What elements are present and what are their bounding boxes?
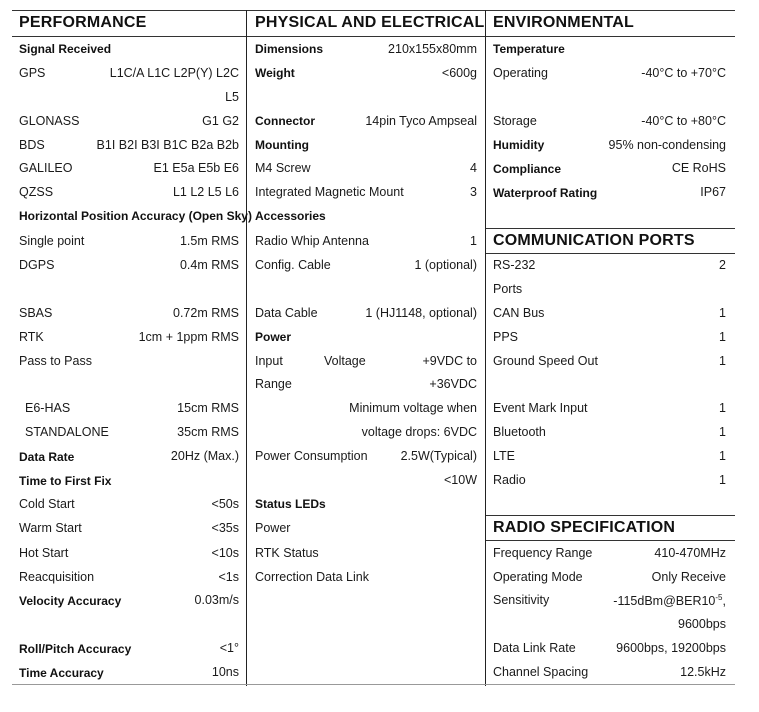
sensitivity-value-continued: 9600bps: [678, 617, 726, 631]
velocity-accuracy-value: 0.03m/s: [194, 593, 239, 607]
range-value: +36VDC: [429, 377, 477, 391]
bottom-rule: [12, 684, 735, 685]
humidity-value: 95% non-condensing: [608, 138, 726, 152]
signal-received-subheading: Signal Received: [19, 42, 112, 56]
power-subheading: Power: [255, 330, 292, 344]
dimensions-label: Dimensions: [255, 42, 324, 56]
dgps-value: 0.4m RMS: [179, 258, 239, 272]
weight-label: Weight: [255, 66, 295, 80]
whip-antenna-value: 1: [470, 234, 477, 248]
reacquisition-value: <1s: [218, 570, 239, 584]
warm-start-value: <35s: [211, 521, 239, 535]
standalone-label: STANDALONE: [25, 425, 109, 439]
glonass-value: G1 G2: [202, 114, 239, 128]
accessories-subheading: Accessories: [255, 209, 326, 223]
header-rule-left: [12, 36, 735, 37]
event-mark-value: 1: [719, 401, 726, 415]
hot-start-label: Hot Start: [19, 546, 69, 560]
power-consumption-value: 2.5W(Typical): [400, 449, 477, 463]
velocity-accuracy-label: Velocity Accuracy: [19, 594, 122, 608]
bds-label: BDS: [19, 138, 45, 152]
sensitivity-exponent: -5: [715, 593, 723, 602]
radio-label: Radio: [493, 473, 526, 487]
rtk-value: 1cm + 1ppm RMS: [138, 330, 239, 344]
dgps-label: DGPS: [19, 258, 55, 272]
power-consumption-max: <10W: [443, 473, 477, 487]
e6-has-value: 15cm RMS: [177, 401, 239, 415]
cold-start-label: Cold Start: [19, 497, 75, 511]
magnetic-mount-value: 3: [470, 185, 477, 199]
rs232-label: RS-232: [493, 258, 536, 272]
bds-value: B1I B2I B3I B1C B2a B2b: [96, 138, 239, 152]
connector-label: Connector: [255, 114, 315, 128]
roll-pitch-label: Roll/Pitch Accuracy: [19, 642, 132, 656]
comm-bottom-rule: [486, 253, 735, 254]
sbas-value: 0.72m RMS: [173, 306, 239, 320]
data-cable-label: Data Cable: [255, 306, 318, 320]
event-mark-label: Event Mark Input: [493, 401, 588, 415]
waterproof-value: IP67: [700, 185, 726, 199]
lte-label: LTE: [493, 449, 515, 463]
m4-screw-value: 4: [470, 161, 477, 175]
ports-label: Ports: [493, 282, 523, 296]
warm-start-label: Warm Start: [19, 521, 82, 535]
operating-temp-value: -40°C to +70°C: [641, 66, 726, 80]
frequency-range-value: 410-470MHz: [654, 546, 726, 560]
bluetooth-value: 1: [719, 425, 726, 439]
radio-top-rule: [486, 515, 735, 516]
frequency-range-label: Frequency Range: [493, 546, 593, 560]
cold-start-value: <50s: [211, 497, 239, 511]
pps-label: PPS: [493, 330, 519, 344]
magnetic-mount-label: Integrated Magnetic Mount: [255, 185, 404, 199]
min-voltage-line1: Minimum voltage when: [349, 401, 477, 415]
compliance-label: Compliance: [493, 162, 562, 176]
standalone-value: 35cm RMS: [177, 425, 239, 439]
data-link-rate-value: 9600bps, 19200bps: [616, 641, 726, 655]
gps-value: L1C/A L1C L2P(Y) L2C: [109, 66, 239, 80]
sensitivity-comma: ,: [722, 594, 726, 609]
qzss-value: L1 L2 L5 L6: [172, 185, 239, 199]
qzss-label: QZSS: [19, 185, 54, 199]
physical-heading: PHYSICAL AND ELECTRICAL: [255, 14, 485, 31]
pps-value: 1: [719, 330, 726, 344]
rtk-label: RTK: [19, 330, 44, 344]
range-label: Range: [255, 377, 292, 391]
m4-screw-label: M4 Screw: [255, 161, 311, 175]
input-voltage-value: +9VDC to: [422, 354, 477, 368]
connector-value: 14pin Tyco Ampseal: [365, 114, 477, 128]
pass-to-pass-label: Pass to Pass: [19, 354, 92, 368]
sensitivity-label: Sensitivity: [493, 593, 550, 607]
mounting-subheading: Mounting: [255, 138, 309, 152]
comm-top-rule: [486, 228, 735, 229]
sbas-label: SBAS: [19, 306, 53, 320]
storage-temp-label: Storage: [493, 114, 537, 128]
config-cable-value: 1 (optional): [414, 258, 477, 272]
weight-value: <600g: [441, 66, 477, 80]
led-rtk-status-label: RTK Status: [255, 546, 319, 560]
performance-heading: PERFORMANCE: [19, 14, 147, 31]
rs232-value: 2: [719, 258, 726, 272]
ttff-subheading: Time to First Fix: [19, 474, 112, 488]
sensitivity-value: [613, 593, 726, 608]
radio-bottom-rule: [486, 540, 735, 541]
config-cable-label: Config. Cable: [255, 258, 331, 272]
channel-spacing-label: Channel Spacing: [493, 665, 589, 679]
voltage-label: Voltage: [324, 354, 366, 368]
hpa-subheading: Horizontal Position Accuracy (Open Sky): [19, 209, 252, 223]
ground-speed-label: Ground Speed Out: [493, 354, 598, 368]
dimensions-value: 210x155x80mm: [388, 42, 477, 56]
status-leds-subheading: Status LEDs: [255, 497, 326, 511]
divider-2: [485, 10, 486, 686]
humidity-label: Humidity: [493, 138, 545, 152]
roll-pitch-value: <1°: [219, 641, 239, 655]
comm-heading: COMMUNICATION PORTS: [493, 232, 695, 249]
galileo-value: E1 E5a E5b E6: [153, 161, 239, 175]
glonass-label: GLONASS: [19, 114, 80, 128]
ground-speed-value: 1: [719, 354, 726, 368]
lte-value: 1: [719, 449, 726, 463]
radio-heading: RADIO SPECIFICATION: [493, 519, 676, 536]
hot-start-value: <10s: [211, 546, 239, 560]
led-power-label: Power: [255, 521, 291, 535]
data-rate-label: Data Rate: [19, 450, 75, 464]
radio-value: 1: [719, 473, 726, 487]
can-bus-label: CAN Bus: [493, 306, 545, 320]
power-consumption-label: Power Consumption: [255, 449, 368, 463]
sensitivity-base: -115dBm@BER10: [613, 594, 716, 609]
bluetooth-label: Bluetooth: [493, 425, 546, 439]
data-rate-value: 20Hz (Max.): [170, 449, 239, 463]
single-point-value: 1.5m RMS: [179, 234, 239, 248]
galileo-label: GALILEO: [19, 161, 73, 175]
led-correction-link-label: Correction Data Link: [255, 570, 369, 584]
e6-has-label: E6-HAS: [25, 401, 71, 415]
environmental-heading: ENVIRONMENTAL: [493, 14, 634, 31]
input-label: Input: [255, 354, 283, 368]
whip-antenna-label: Radio Whip Antenna: [255, 234, 369, 248]
storage-temp-value: -40°C to +80°C: [641, 114, 726, 128]
channel-spacing-value: 12.5kHz: [680, 665, 726, 679]
gps-label: GPS: [19, 66, 46, 80]
top-rule: [12, 10, 735, 11]
compliance-value: CE RoHS: [671, 161, 726, 175]
time-accuracy-label: Time Accuracy: [19, 666, 104, 680]
single-point-label: Single point: [19, 234, 85, 248]
data-cable-value: 1 (HJ1148, optional): [365, 306, 477, 320]
time-accuracy-value: 10ns: [211, 665, 239, 679]
min-voltage-line2: voltage drops: 6VDC: [361, 425, 477, 439]
operating-mode-label: Operating Mode: [493, 570, 583, 584]
operating-mode-value: Only Receive: [651, 570, 726, 584]
operating-temp-label: Operating: [493, 66, 548, 80]
temperature-subheading: Temperature: [493, 42, 565, 56]
gps-value-continued: L5: [225, 90, 239, 104]
reacquisition-label: Reacquisition: [19, 570, 95, 584]
can-bus-value: 1: [719, 306, 726, 320]
divider-1: [246, 10, 247, 686]
data-link-rate-label: Data Link Rate: [493, 641, 576, 655]
waterproof-label: Waterproof Rating: [493, 186, 598, 200]
